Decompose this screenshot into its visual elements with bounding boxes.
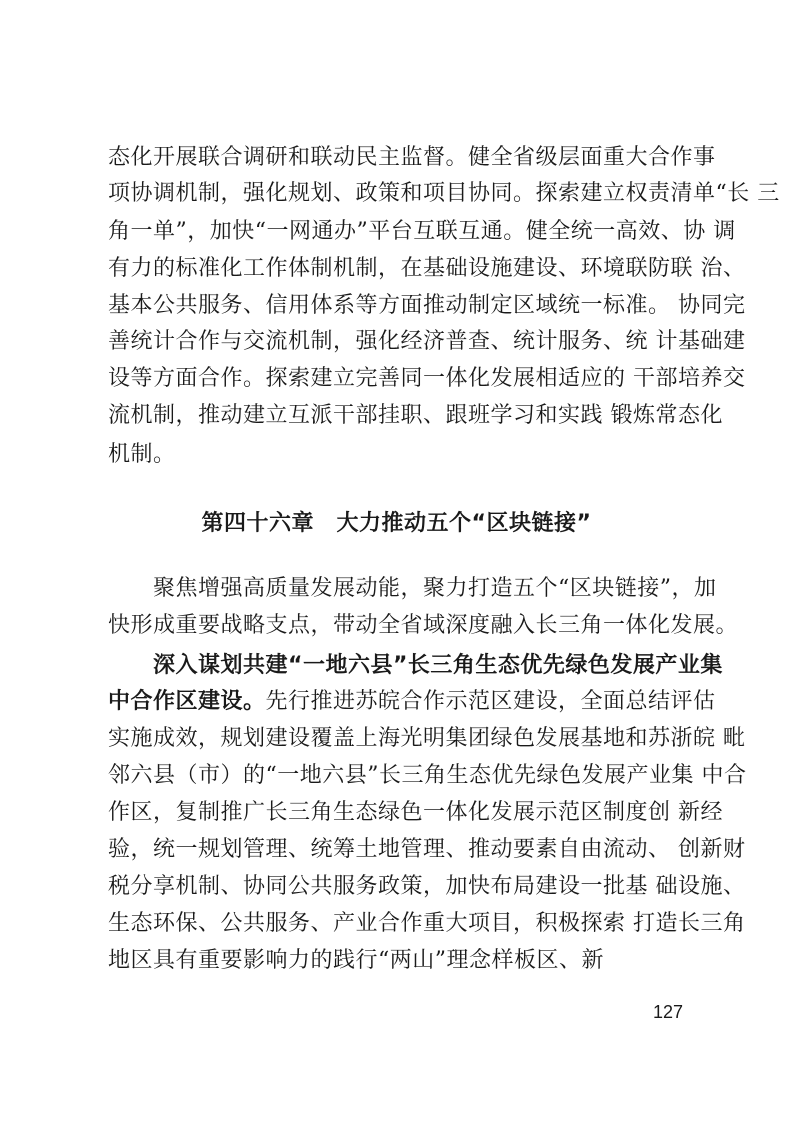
paragraph-line: 项协调机制，强化规划、政策和项目协同。探索建立权责清单“长 三 (108, 181, 780, 206)
bold-paragraph-lead: 深入谋划共建“一地六县”长三角生态优先绿色发展产业集 (108, 653, 723, 678)
paragraph-line: 设等方面合作。探索建立完善同一体化发展相适应的 干部培养交 (108, 366, 746, 391)
page-number: 127 (653, 1002, 684, 1022)
paragraph-line: 验，统一规划管理、统筹土地管理、推动要素自由流动、 创新财 (108, 837, 746, 862)
paragraph-line: 态化开展联合调研和联动民主监督。健全省级层面重大合作事 (108, 145, 716, 170)
paragraph-line: 邻六县（市）的“一地六县”长三角生态优先绿色发展产业集 中合 (108, 763, 747, 788)
paragraph-line: 作区，复制推广长三角生态绿色一体化发展示范区制度创 新经 (108, 800, 723, 825)
paragraph-line: 聚焦增强高质量发展动能，聚力打造五个“区块链接”，加 (108, 576, 717, 601)
paragraph-line: 生态环保、公共服务、产业合作重大项目，积极探索 打造长三角 (108, 911, 746, 936)
paragraph-line: 角一单”，加快“一网通办”平台互联互通。健全统一高效、协 调 (108, 219, 736, 244)
paragraph-line: 机制。 (108, 442, 176, 467)
paragraph-line: 快形成重要战略支点，带动全省域深度融入长三角一体化发展。 (108, 613, 739, 638)
paragraph-line: 税分享机制、协同公共服务政策，加快布局建设一批基 础设施、 (108, 874, 746, 899)
paragraph-line: 实施成效，规划建设覆盖上海光明集团绿色发展基地和苏浙皖 毗 (108, 726, 746, 751)
chapter-heading: 第四十六章 大力推动五个“区块链接” (201, 511, 592, 536)
paragraph-line: 善统计合作与交流机制，强化经济普查、统计服务、统 计基础建 (108, 329, 746, 354)
paragraph-text: 先行推进苏皖合作示范区建设，全面总结评估 (265, 689, 716, 714)
paragraph-line (108, 687, 716, 717)
paragraph-line: 地区具有重要影响力的践行“两山”理念样板区、新 (108, 948, 604, 973)
paragraph-line: 流机制，推动建立互派干部挂职、跟班学习和实践 锻炼常态化 (108, 403, 723, 428)
paragraph-line: 基本公共服务、信用体系等方面推动制定区域统一标准。 协同完 (108, 293, 746, 318)
bold-lead-text: 中合作区建设。 (108, 689, 266, 714)
paragraph-line: 有力的标准化工作体制机制，在基础设施建设、环境联防联 治、 (108, 256, 746, 281)
